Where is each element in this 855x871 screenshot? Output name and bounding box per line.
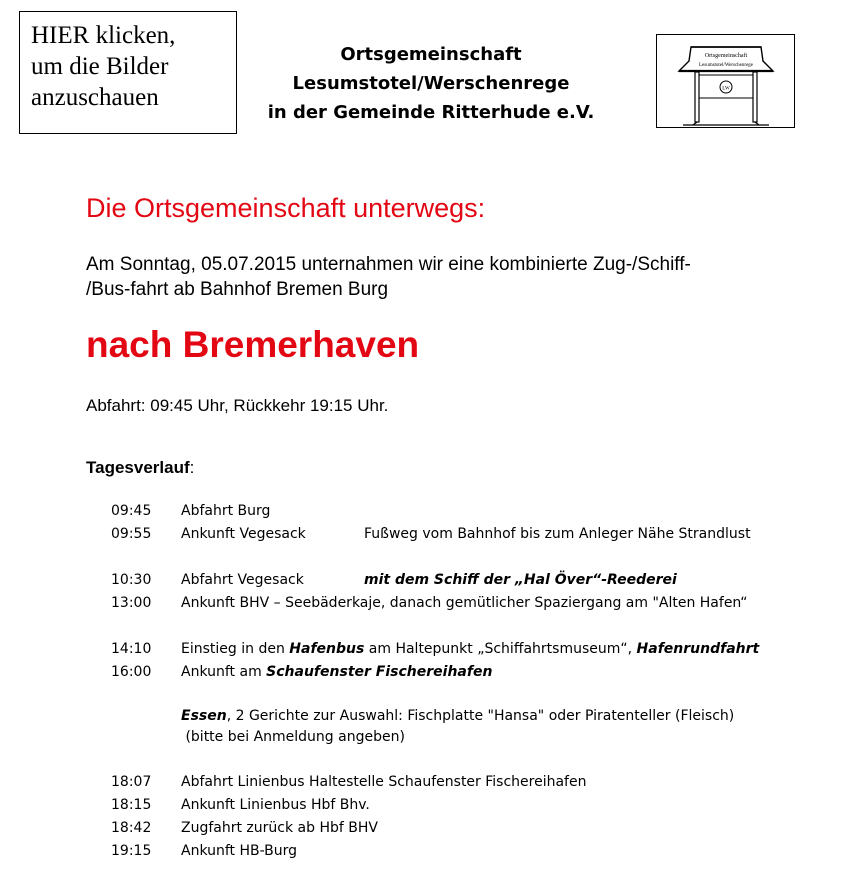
link-line-1[interactable]: HIER klicken, <box>31 22 176 49</box>
schedule-text <box>181 638 759 660</box>
text-emphasis: Hafenrundfahrt <box>636 641 760 657</box>
logo-emblem: LW <box>722 86 730 92</box>
schedule-time: 09:55 <box>111 526 152 542</box>
logo-text-line-2: Lesumstotel/Werschenrege <box>698 63 754 68</box>
shelter-logo-icon <box>657 35 794 127</box>
schedule-time: 13:00 <box>111 595 152 611</box>
schedule-time: 18:42 <box>111 820 152 836</box>
org-name-line-1: Ortsgemeinschaft <box>340 44 522 65</box>
logo-text-line-1: Ortsgemeinschaft <box>704 53 748 59</box>
intro-text <box>86 252 786 302</box>
schedule-text: Ankunft HB-Burg <box>181 843 298 859</box>
destination-title: nach Bremerhaven <box>86 324 420 365</box>
schedule-text <box>181 705 734 727</box>
schedule-text: (bitte bei Anmeldung angeben) <box>181 729 405 745</box>
schedule-text: Ankunft BHV – Seebäderkaje, danach gemütlicher Spaziergang am "Alten Hafen“ <box>181 595 748 611</box>
schedule-time: 14:10 <box>111 641 152 657</box>
schedule-time: 10:30 <box>111 572 152 588</box>
logo <box>656 34 795 128</box>
text-emphasis: Schaufenster Fischereihafen <box>266 664 493 680</box>
text-emphasis: Hafenbus <box>289 641 365 657</box>
view-pictures-link[interactable] <box>19 11 237 134</box>
schedule-time: 09:45 <box>111 503 152 519</box>
departure-info: Abfahrt: 09:45 Uhr, Rückkehr 19:15 Uhr. <box>86 396 389 415</box>
org-name-line-2: Lesumstotel/Werschenrege <box>292 73 570 94</box>
text-part: am Haltepunkt „Schiffahrtsmuseum“, <box>364 641 637 657</box>
schedule-text <box>181 661 492 683</box>
schedule-text: Zugfahrt zurück ab Hbf BHV <box>181 820 378 836</box>
schedule-time: 18:07 <box>111 774 152 790</box>
text-emphasis: Essen <box>181 708 227 724</box>
schedule-time: 16:00 <box>111 664 152 680</box>
text-part: Einstieg in den <box>181 641 290 657</box>
schedule-heading <box>86 458 194 478</box>
org-name-line-3: in der Gemeinde Ritterhude e.V. <box>267 102 595 123</box>
schedule-text: Ankunft Linienbus Hbf Bhv. <box>181 797 370 813</box>
schedule-text: Abfahrt Vegesack <box>181 572 304 588</box>
page-heading: Die Ortsgemeinschaft unterwegs: <box>86 193 486 223</box>
intro-line-1: Am Sonntag, 05.07.2015 unternahmen wir eine kombinierte Zug-/Schiff- <box>86 254 691 275</box>
link-line-2[interactable]: um die Bilder <box>31 53 169 80</box>
text-part: , 2 Gerichte zur Auswahl: Fischplatte "Hansa" oder Piratenteller (Fleisch) <box>226 708 735 724</box>
organization-header <box>248 40 614 127</box>
schedule-colon: : <box>189 458 195 477</box>
schedule-text: Abfahrt Linienbus Haltestelle Schaufenster Fischereihafen <box>181 774 587 790</box>
schedule-text: Ankunft Vegesack <box>181 526 306 542</box>
schedule-text: Abfahrt Burg <box>181 503 271 519</box>
schedule-time: 18:15 <box>111 797 152 813</box>
schedule-time: 19:15 <box>111 843 152 859</box>
schedule-note: Fußweg vom Bahnhof bis zum Anleger Nähe Strandlust <box>364 526 751 542</box>
text-part: Ankunft am <box>181 664 267 680</box>
schedule-note: mit dem Schiff der „Hal Över“-Reederei <box>364 572 677 588</box>
link-line-3[interactable]: anzuschauen <box>31 84 159 111</box>
intro-line-2: /Bus-fahrt ab Bahnhof Bremen Burg <box>86 279 389 300</box>
schedule-label: Tagesverlauf <box>86 458 190 477</box>
